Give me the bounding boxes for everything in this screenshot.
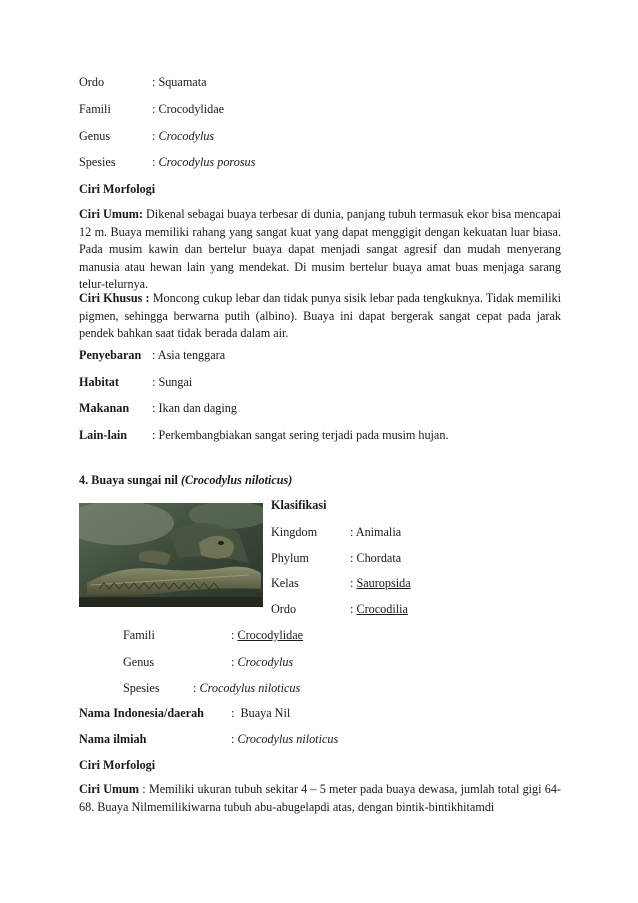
ciri-khusus-label: Ciri Khusus : [79,291,150,305]
nama-ilmiah-value: : Crocodylus niloticus [231,732,339,746]
klas-lower-label: Famili [123,628,155,642]
klas-lower-value: : Crocodylidae [231,628,304,642]
ciri-morfologi-heading: Ciri Morfologi [79,182,156,196]
klas-value-link[interactable]: Sauropsida [356,576,411,590]
section-title [79,473,292,488]
info-label: Makanan [79,401,130,415]
ciri-umum-2-label: Ciri Umum [79,782,140,796]
ciri-umum-paragraph [79,206,561,294]
ciri-umum-2-paragraph [79,781,561,816]
nama-ilmiah-label: Nama ilmiah [79,732,147,746]
klas-value: : Sauropsida [350,576,411,590]
section-title-italic: (Crocodylus niloticus) [180,473,293,487]
klas-lower-value-text: Crocodylus [237,655,294,669]
crocodile-photo-image [79,503,263,607]
ciri-umum-text: Dikenal sebagai buaya terbesar di dunia, panjang tubuh termasuk ekor bisa mencapai 12 m. Buaya memiliki rahang yang sangat kuat yang dapat menggigit dengan kekuatan luar biasa. Pada musim kawin dan bertelur buaya dapat menjadi sangat agresif dan mudah menyerang manusia atau hewan lain yang mendekat. Di musim bertelur buaya amat buas menjaga sarang telur-telurnya. [79,207,561,291]
info-value-text: Sungai [158,375,193,389]
info-value: : Ikan dan daging [152,401,237,415]
tax-label: Ordo [79,75,105,89]
tax-value-text: Crocodylidae [158,102,225,116]
klas-value: : Animalia [350,525,402,539]
info-value: : Perkembangbiakan sangat sering terjadi pada musim hujan. [152,428,449,442]
klas-lower-label: Spesies [123,681,160,695]
tax-value: : Crocodylus porosus [152,155,256,169]
tax-value-text: Crocodylus porosus [158,155,256,169]
info-value: : Sungai [152,375,193,389]
info-value-text: Asia tenggara [157,348,226,362]
tax-value: : Crocodylus [152,129,215,143]
klas-lower-link[interactable]: Crocodylidae [237,628,304,642]
info-label: Penyebaran [79,348,142,362]
klas-value: : Crocodilia [350,602,408,616]
ciri-umum-label: Ciri Umum: [79,207,143,221]
tax-value-text: Crocodylus [158,129,215,143]
klas-value: : Chordata [350,551,402,565]
nama-ilmiah-text: Crocodylus niloticus [237,732,339,746]
ciri-umum-2-text: : Memiliki ukuran tubuh sekitar 4 – 5 meter pada buaya dewasa, jumlah total gigi 64-68. Buaya Nilmemilikiwarna tubuh abu-abugelapdi atas, dengan bintik-bintikhitamdi [79,782,561,814]
info-value: : Asia tenggara [152,348,226,362]
klas-value-text: Animalia [355,525,402,539]
info-value-text: Perkembangbiakan sangat sering terjadi pada musim hujan. [158,428,449,442]
ciri-khusus-text: Moncong cukup lebar dan tidak punya sisik lebar pada tengkuknya. Tidak memiliki pigmen, sehingga berwarna putih (albino). Buaya ini dapat bergerak sangat cepat pada jarak pendek bahkan saat tidak berada dalam air. [79,291,561,340]
tax-label: Famili [79,102,111,116]
klas-lower-value: : Crocodylus niloticus [193,681,301,695]
tax-label: Spesies [79,155,116,169]
klas-label: Kingdom [271,525,318,539]
klas-label: Ordo [271,602,297,616]
klas-lower-label: Genus [123,655,155,669]
tax-value: : Squamata [152,75,207,89]
klas-value-link[interactable]: Crocodilia [356,602,408,616]
ciri-morfologi-heading-2: Ciri Morfologi [79,758,156,772]
tax-value-text: Squamata [158,75,207,89]
tax-label: Genus [79,129,111,143]
nama-indonesia-label: Nama Indonesia/daerah [79,706,204,720]
tax-value: : Crocodylidae [152,102,225,116]
info-value-text: Ikan dan daging [158,401,237,415]
klas-label: Kelas [271,576,299,590]
crocodile-photo [79,503,263,607]
section-title-text: 4. Buaya sungai nil [79,473,181,487]
klasifikasi-heading: Klasifikasi [271,498,327,512]
ciri-khusus-paragraph [79,290,561,343]
klas-label: Phylum [271,551,309,565]
klas-value-text: Chordata [356,551,402,565]
klas-lower-value-text: Crocodylus niloticus [199,681,301,695]
info-label: Lain-lain [79,428,128,442]
klas-lower-value: : Crocodylus [231,655,294,669]
nama-indonesia-value: : Buaya Nil [231,706,291,720]
info-label: Habitat [79,375,119,389]
nama-indonesia-text: Buaya Nil [240,706,291,720]
